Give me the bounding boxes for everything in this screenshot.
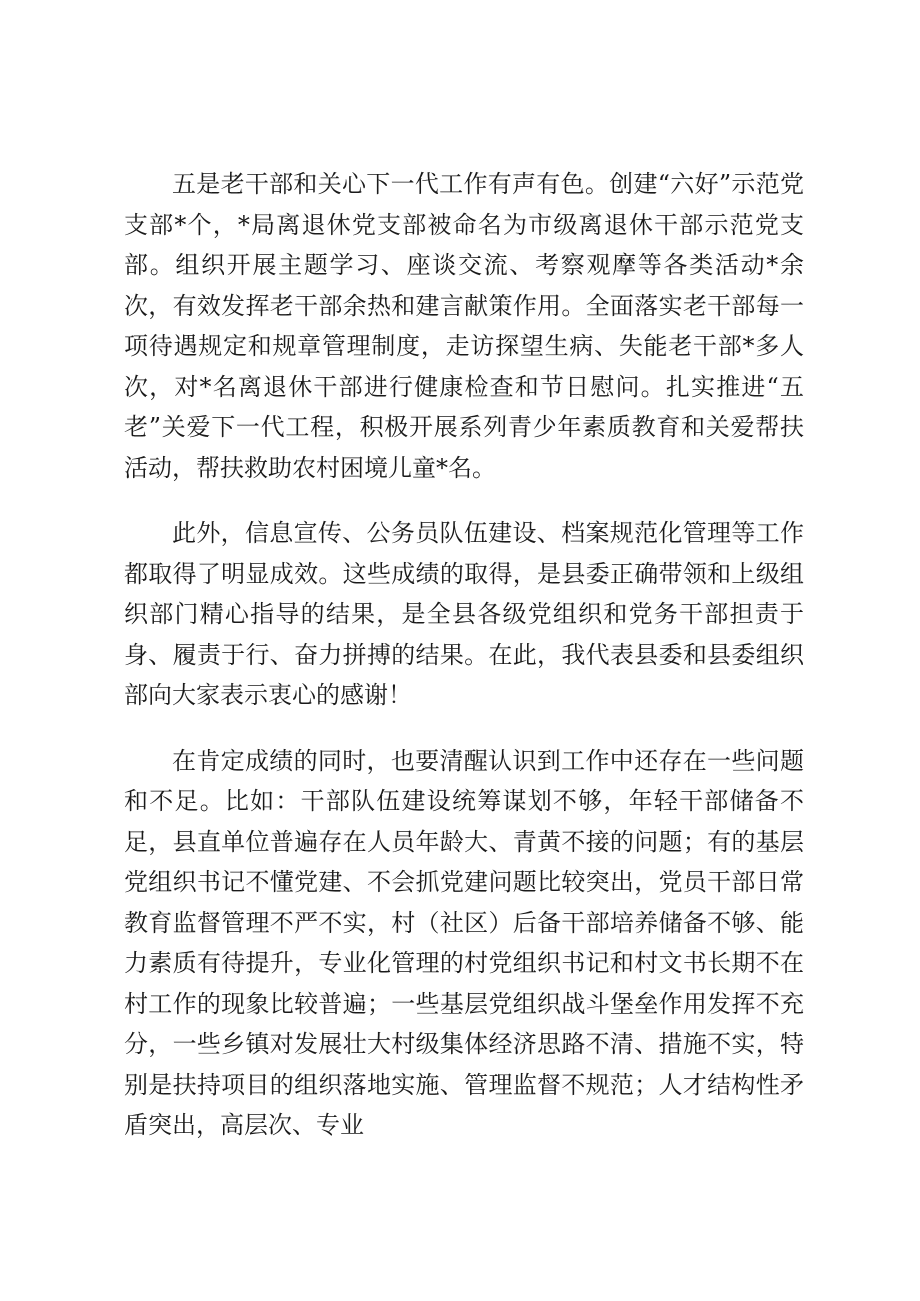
paragraph-problems: 在肯定成绩的同时，也要清醒认识到工作中还存在一些问题和不足。比如：干部队伍建设统筹谋划不够，年轻干部储备不足，县直单位普遍存在人员年龄大、青黄不接的问题；有的基层党组织书记不懂党建、不会抓党建问题比较突出，党员干部日常教育监督管理不严不实，村（社区）后备干部培养储备不够、能力素质有待提升，专业化管理的村党组织书记和村文书长期不在村工作的现象比较普遍；一些基层党组织战斗堡垒作用发挥不充分，一些乡镇对发展壮大村级集体经济思路不清、措施不实，特别是扶持项目的组织落地实施、管理监督不规范；人才结构性矛盾突出，高层次、专业 [124, 746, 804, 1139]
paragraph-other-achievements: 此外，信息宣传、公务员队伍建设、档案规范化管理等工作都取得了明显成效。这些成绩的取得，是县委正确带领和上级组织部门精心指导的结果，是全县各级党组织和党务干部担责于身、履责于行、奋力拼搏的结果。在此，我代表县委和县委组织部向大家表示衷心的感谢！ [124, 519, 804, 709]
document-body [124, 164, 804, 1146]
paragraph-retired-cadres: 五是老干部和关心下一代工作有声有色。创建“六好”示范党支部*个，*局离退休党支部被命名为市级离退休干部示范党支部。组织开展主题学习、座谈交流、考察观摩等各类活动*余次，有效发挥老干部余热和建言献策作用。全面落实老干部每一项待遇规定和规章管理制度，走访探望生病、失能老干部*多人次，对*名离退休干部进行健康检查和节日慰问。扎实推进“五老”关爱下一代工程，积极开展系列青少年素质教育和关爱帮扶活动，帮扶救助农村困境儿童*名。 [124, 170, 804, 482]
